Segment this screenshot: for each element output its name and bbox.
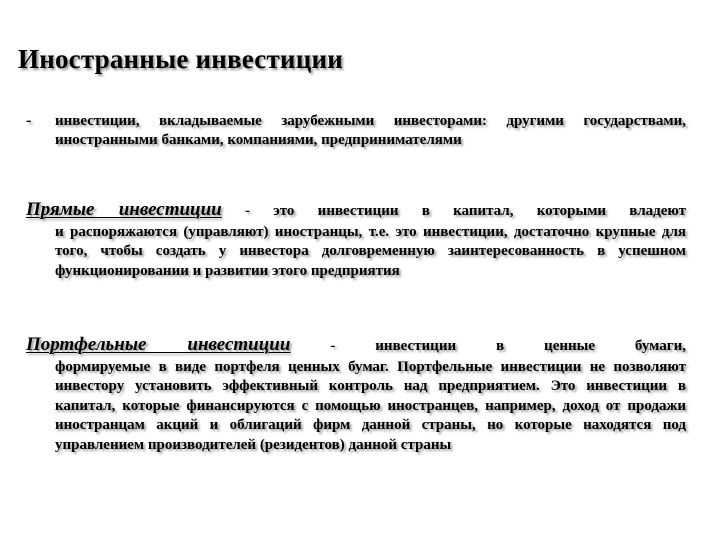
page-title: Иностранные инвестиции bbox=[18, 44, 343, 74]
direct-investment-item bbox=[26, 199, 686, 281]
direct-investment-lead bbox=[26, 199, 686, 222]
direct-investment-text: и распоряжаются (управляют) иностранцы, т.е. это инвестиции, достаточно крупные для того, чтобы создать у инвестора долговременную заинтересованность в успешном функционировании и развитии этого предприятия bbox=[55, 224, 686, 279]
definition-item bbox=[26, 112, 686, 151]
list-marker: - bbox=[26, 112, 32, 129]
definition-text: инвестиции, вкладываемые зарубежными инвесторами: другими государствами, иностранными банками, компаниями, предпринимателями bbox=[55, 113, 686, 149]
portfolio-investment-item bbox=[26, 334, 686, 455]
portfolio-investment-term: Портфельные инвестиции bbox=[26, 334, 291, 355]
portfolio-investment-lead bbox=[26, 334, 686, 357]
portfolio-investment-text: формируемые в виде портфеля ценных бумаг. Портфельные инвестиции не позволяют инвестору установить эффективный контроль над предприятием. Это инвестиции в капитал, которые финансируются с помощью иностранцев, например, доход от продажи иностранцам акций и облигаций фирм данной страны, но которые находятся под управлением производителей (резидентов) данной страны bbox=[55, 359, 686, 453]
direct-investment-term: Прямые инвестиции bbox=[26, 199, 222, 220]
portfolio-investment-lead-text: - инвестиции в ценные бумаги, bbox=[290, 338, 686, 354]
direct-investment-lead-text: - это инвестиции в капитал, которыми владеют bbox=[221, 203, 687, 219]
